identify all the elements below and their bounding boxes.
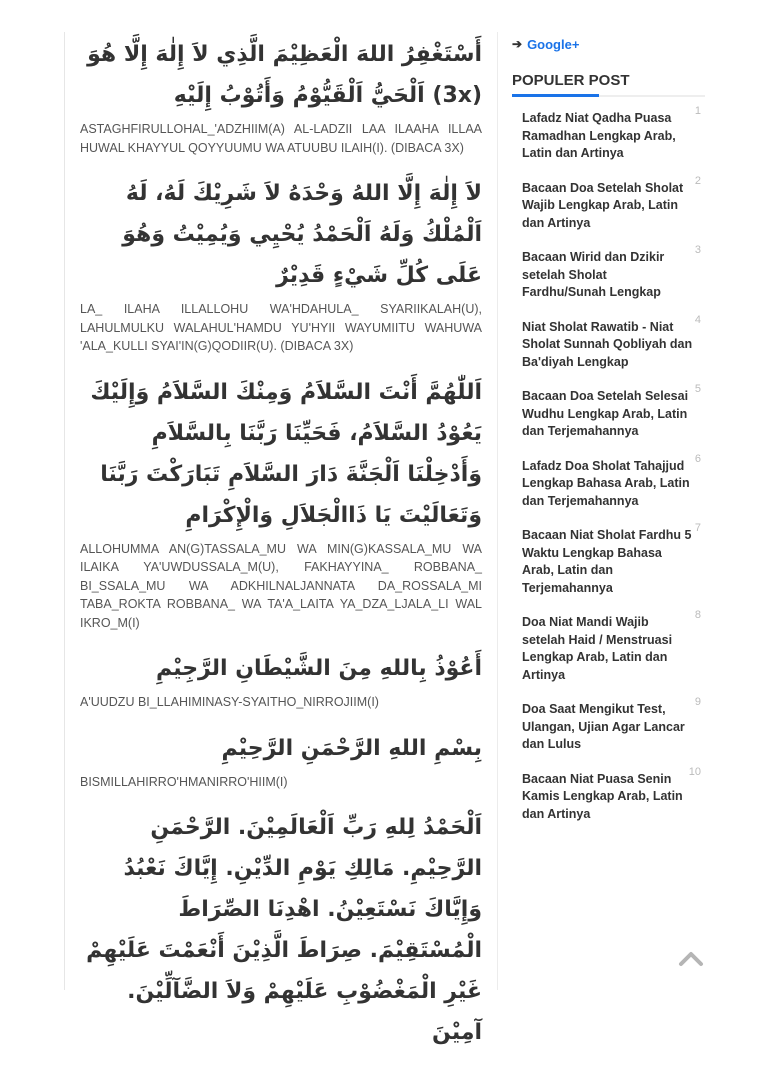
arabic-text: لاَ إِلٰهَ إِلَّا اللهُ وَحْدَهُ لاَ شَرِيْكَ لَهُ، لَهُ اَلْمُلْكُ وَلَهُ اَلْحَمْدُ يُحْيِي وَيُمِيْتُ وَهُوَ عَلَى كُلِّ شَيْءٍ قَدِيْرٌ [122,181,482,288]
popular-post-link[interactable]: Doa Niat Mandi Wajib setelah Haid / Menstruasi Lengkap Arab, Latin dan Artinya [522,615,673,682]
post-number: 3 [694,244,701,256]
post-number: 8 [694,609,701,621]
list-item [512,522,705,609]
dua-block-fatihah [80,807,482,1053]
popular-post-link[interactable]: Bacaan Wirid dan Dzikir setelah Sholat Fardhu/Sunah Lengkap [522,250,665,299]
post-number: 10 [688,765,701,778]
popular-post-link[interactable]: Bacaan Niat Sholat Fardhu 5 Waktu Lengkap Bahasa Arab, Latin dan Terjemahannya [522,528,692,595]
popular-post-list [512,105,705,835]
post-number: 2 [694,174,701,187]
article-content [80,34,482,1069]
popular-post-title: POPULER POST [512,72,705,97]
latin-transliteration: LA_ ILAHA ILLALLOHU WA'HDAHULA_ SYARIIKALAH(U), LAHULMULKU WALAHUL'HAMDU YU'HYII WAYUMIITU WAHUWA 'ALA_KULLI SYAI'IN(G)QODIIR(U). (DIBACA 3X) [80,302,482,353]
chevron-up-icon [678,948,704,968]
list-item [512,453,705,523]
post-number: 5 [694,383,701,395]
list-item [512,314,705,384]
popular-post-link[interactable]: Bacaan Doa Setelah Selesai Wudhu Lengkap Arab, Latin dan Terjemahannya [522,389,689,438]
list-item [512,383,705,453]
arabic-text: أَعُوْذُ بِاللهِ مِنَ الشَّيْطَانِ الرَّجِيْمِ [155,656,482,681]
list-item [512,175,705,245]
sidebar [512,34,705,835]
list-item [512,766,705,836]
popular-post-link[interactable]: Bacaan Niat Puasa Senin Kamis Lengkap Arab, Latin dan Artinya [522,771,683,821]
post-number: 7 [694,522,701,534]
page-left-divider [64,32,65,990]
dua-block-istighfar [80,34,482,157]
post-number: 6 [694,452,701,465]
post-number: 1 [694,105,701,117]
arabic-text: بِسْمِ اللهِ الرَّحْمَنِ الرَّحِيْمِ [221,735,482,761]
list-item [512,244,705,314]
content-sidebar-divider [497,32,498,990]
arrow-right-icon: ➔ [512,37,523,51]
dua-block-salam [80,372,482,633]
popular-post-link[interactable]: Bacaan Doa Setelah Sholat Wajib Lengkap Arab, Latin dan Artinya [522,180,684,230]
arabic-text: أَسْتَغْفِرُ اللهَ الْعَظِيْمَ الَّذِي لاَ إِلٰهَ إِلَّا هُوَ (3x) اَلْحَيُّ اَلْقَيُّوْمُ وَأَتُوْبُ إِلَيْهِ [87,42,482,108]
latin-transliteration: A'UUDZU BI_LLAHIMINASY-SYAITHO_NIRROJIIM(I) [80,695,379,709]
list-item [512,609,705,696]
dua-block-tahlil [80,173,482,356]
latin-transliteration: ASTAGHFIRULLOHAL_'ADZHIIM(A) AL-LADZII LAA ILAAHA ILLAA HUWAL KHAYYUL QOYYUUMU WA ATUUBU ILAIH(I). (DIBACA 3X) [80,122,482,155]
popular-post-link[interactable]: Niat Sholat Rawatib - Niat Sholat Sunnah Qobliyah dan Ba'diyah Lengkap [522,319,693,369]
arabic-text: اَللّٰهُمَّ أَنْتَ السَّلاَمُ وَمِنْكَ السَّلاَمُ وَإِلَيْكَ يَعُوْدُ السَّلاَمُ، فَحَيِّنَا رَبَّنَا بِالسَّلاَمِ وَأَدْخِلْنَا اَلْجَنَّةَ دَارَ السَّلاَمِ تَبَارَكْتَ رَبَّنَا وَتَعَالَيْتَ يَا ذَاالْجَلاَلِ وَالْإِكْرَامِ [90,379,482,528]
dua-block-taawudz [80,648,482,712]
post-number: 9 [694,696,701,708]
list-item [512,696,705,766]
google-plus-link[interactable] [512,34,705,54]
dua-block-basmalah [80,728,482,792]
popular-post-link[interactable]: Lafadz Doa Sholat Tahajjud Lengkap Bahasa Arab, Latin dan Terjemahannya [522,458,690,508]
scroll-to-top-button[interactable] [678,948,704,968]
post-number: 4 [694,313,701,326]
latin-transliteration: BISMILLAHIRRO'HMANIRRO'HIIM(I) [80,774,288,789]
google-plus-label: Google+ [527,36,580,52]
list-item [512,105,705,175]
latin-transliteration: ALLOHUMMA AN(G)TASSALA_MU WA MIN(G)KASSALA_MU WA ILAIKA YA'UWDUSSALA_M(U), FAKHAYYINA_ ROBBANA_ BI_SSALA_MU WA ADKHILNALJANNATA DA_ROSSALA_MI TABA_ROKTA ROBBANA_ WA TA'A_LAITA YA_DZA_LJALA_LI WAL IKRO_M(I) [80,541,482,630]
popular-post-link[interactable]: Doa Saat Mengikut Test, Ulangan, Ujian Agar Lancar dan Lulus [522,702,685,751]
arabic-text: اَلْحَمْدُ لِلهِ رَبِّ اَلْعَالَمِيْنَ. الرَّحْمَنِ الرَّحِيْمِ. مَالِكِ يَوْمِ الدِّيْنِ. إِيَّاكَ نَعْبُدُ وَإِيَّاكَ نَسْتَعِيْنُ. اهْدِنَا الصِّرَاطَ الْمُسْتَقِيْمَ. صِرَاطَ الَّذِيْنَ أَنْعَمْتَ عَلَيْهِمْ غَيْرِ الْمَغْضُوْبِ عَلَيْهِمْ وَلاَ الضَّآلِّيْنَ. آمِيْنَ [86,815,482,1045]
popular-post-link[interactable]: Lafadz Niat Qadha Puasa Ramadhan Lengkap Arab, Latin dan Artinya [522,111,676,160]
